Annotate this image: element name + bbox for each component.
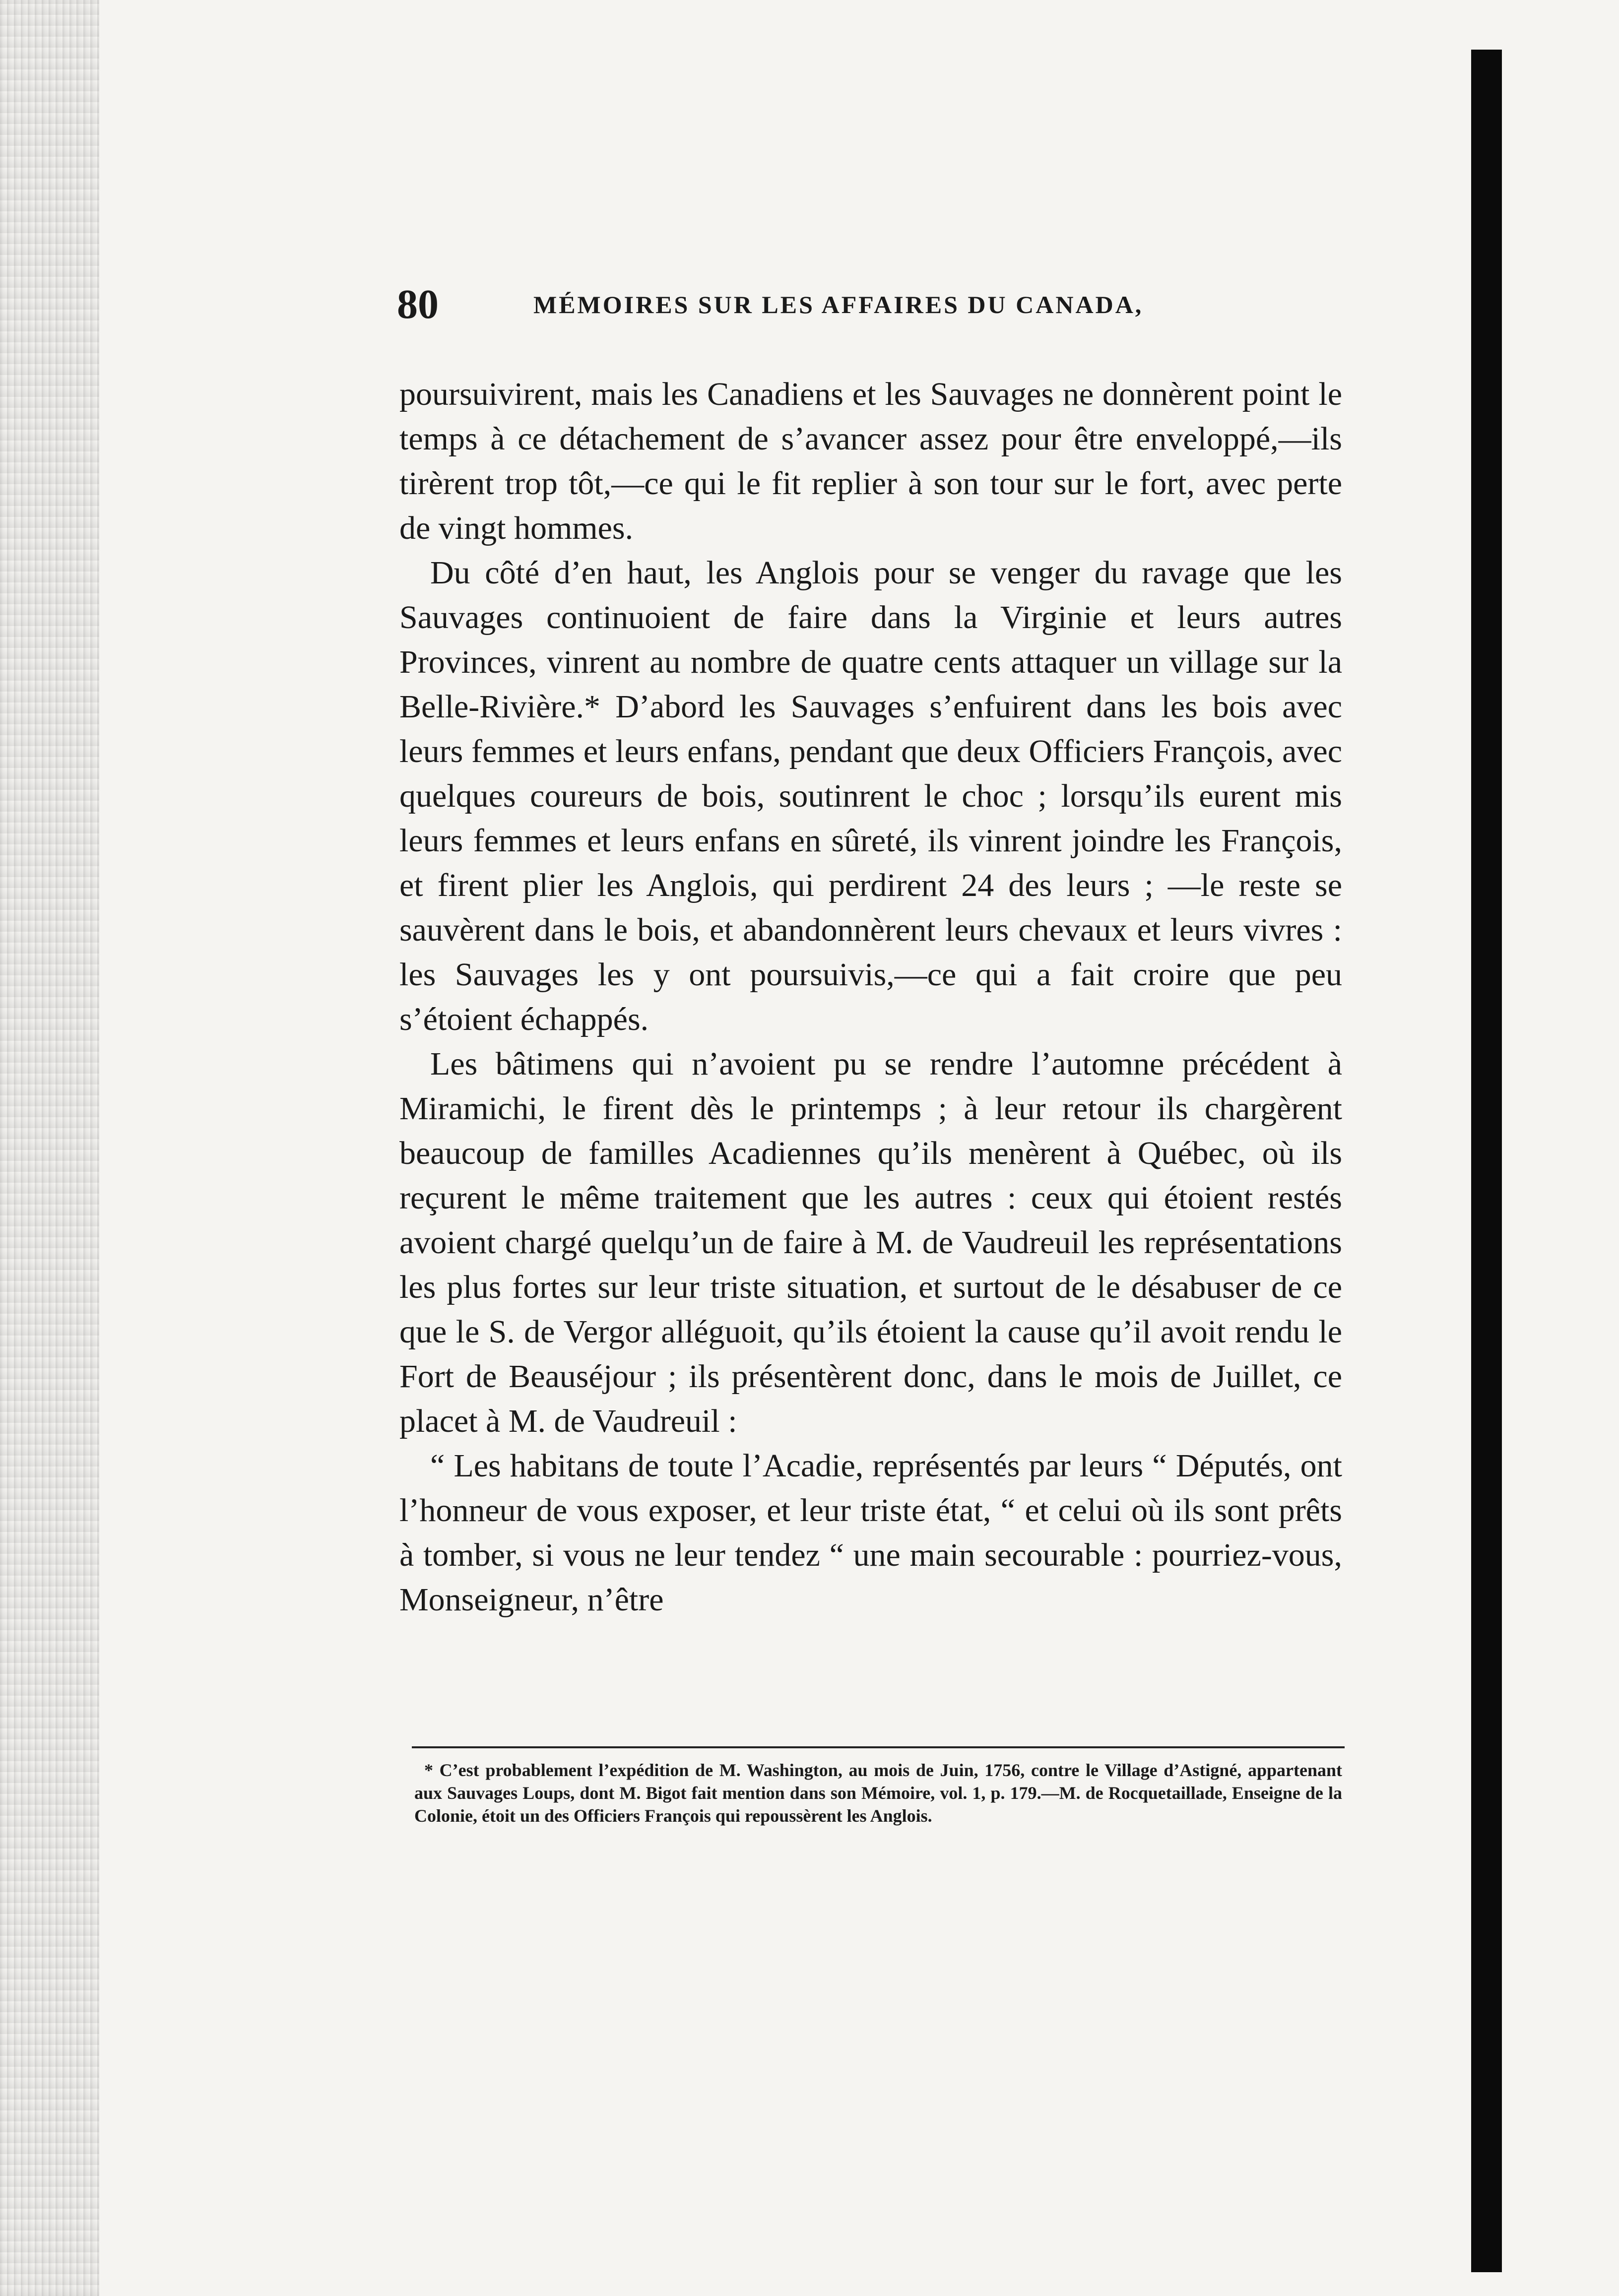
paragraph-1: poursuivirent, mais les Canadiens et les Sauvages ne donnèrent point le temps à ce détachement de s’avancer assez pour être enveloppé,—ils tirèrent trop tôt,—ce qui le fit replier à son tour sur le fort, avec perte de vingt hommes. (399, 376, 1342, 546)
paragraph-2: Du côté d’en haut, les Anglois pour se venger du ravage que les Sauvages continuoient de faire dans la Virginie et leurs autres Provinces, vinrent au nombre de quatre cents attaquer un village sur la Belle-Rivière.* D’abord les Sauvages s’enfuirent dans les bois avec leurs femmes et leurs enfans, pendant que deux Officiers François, avec quelques coureurs de bois, soutinrent le choc ; lorsqu’ils eurent mis leurs femmes et leurs enfans en sûreté, ils vinrent joindre les François, et firent plier les Anglois, qui perdirent 24 des leurs ; —le reste se sauvèrent dans le bois, et abandonnèrent leurs chevaux et leurs vivres : les Sauvages les y ont poursuivis,—ce qui a fait croire que peu s’étoient échappés. (399, 555, 1342, 1037)
page-number: 80 (397, 281, 439, 327)
binding-edge-shadow (0, 0, 99, 2296)
footnote (414, 1759, 1342, 1827)
paragraph-4-quotation: “ Les habitans de toute l’Acadie, représentés par leurs “ Députés, ont l’honneur de vous exposer, et leur triste état, “ et celui où ils sont prêts à tomber, si vous ne leur tendez “ une main secourable : pourriez-vous, Monseigneur, n’être (399, 1448, 1342, 1618)
scan-border-bar (1471, 50, 1502, 2272)
body-text (399, 372, 1342, 1622)
running-head (397, 280, 1389, 335)
paragraph-3: Les bâtimens qui n’avoient pu se rendre l’automne précédent à Miramichi, le firent dès le printemps ; à leur retour ils chargèrent beaucoup de familles Acadiennes qu’ils menèrent à Québec, où ils reçurent le même traitement que les autres : ceux qui étoient restés avoient chargé quelqu’un de faire à M. de Vaudreuil les représentations les plus fortes sur leur triste situation, et surtout de le désabuser de ce que le S. de Vergor alléguoit, qu’ils étoient la cause qu’il avoit rendu le Fort de Beauséjour ; ils présentèrent donc, dans le mois de Juillet, ce placet à M. de Vaudreuil : (399, 1046, 1342, 1439)
footnote-divider (412, 1746, 1345, 1748)
running-title: MÉMOIRES SUR LES AFFAIRES DU CANADA, (533, 291, 1144, 319)
footnote-text: * C’est probablement l’expédition de M. Washington, au mois de Juin, 1756, contre le Village d’Astigné, appartenant aux Sauvages Loups, dont M. Bigot fait mention dans son Mémoire, vol. 1, p. 179.—M. de Rocquetaillade, Enseigne de la Colonie, étoit un des Officiers François qui repoussèrent les Anglois. (414, 1760, 1342, 1826)
